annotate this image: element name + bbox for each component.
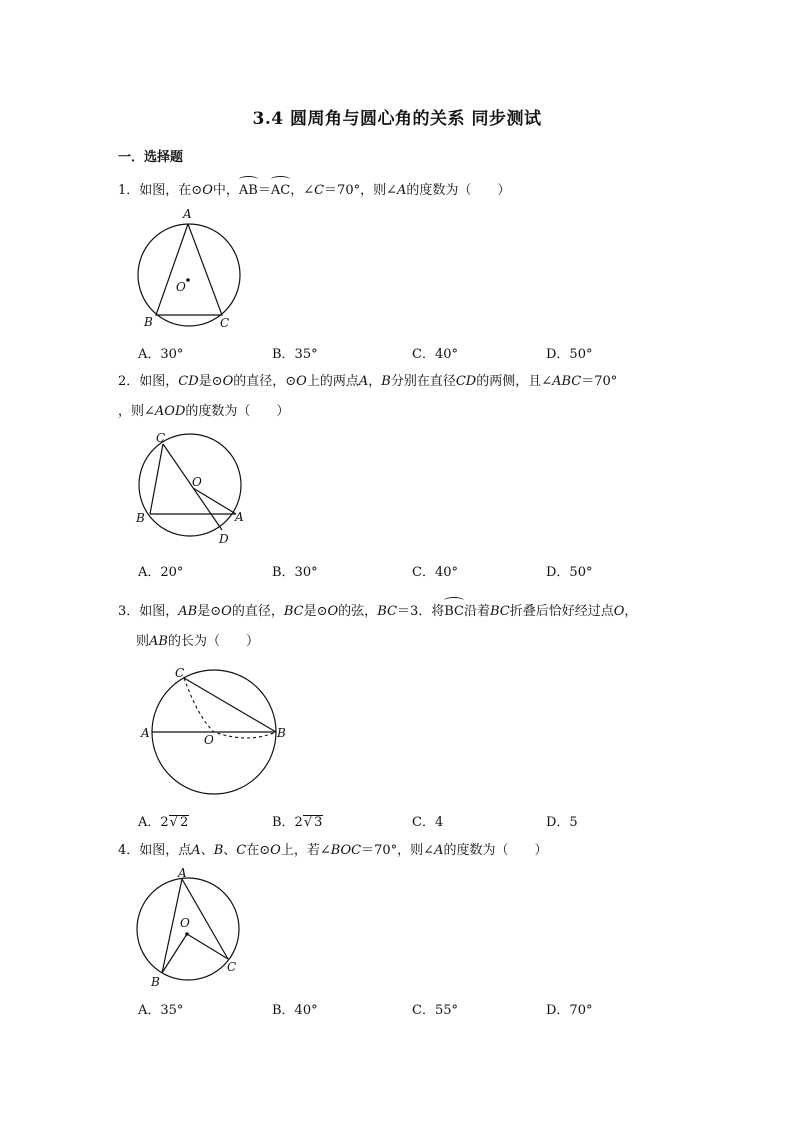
option-a[interactable]: A．20°: [138, 565, 184, 580]
sqrt-symbol: √: [169, 815, 178, 830]
folded-arc: [184, 678, 276, 738]
question-4-options: [138, 999, 658, 1019]
label-d: D: [219, 532, 229, 546]
center-point: [185, 932, 189, 936]
question-1-options: [138, 343, 658, 363]
label-b: B: [151, 975, 160, 989]
chord-bc: [184, 678, 276, 732]
question-number: 2．: [118, 374, 140, 389]
center-point: [186, 278, 190, 282]
question-3-options: [138, 811, 658, 831]
option-c[interactable]: C．40°: [412, 347, 458, 362]
arc-bc: BC: [444, 601, 464, 623]
label-a: A: [235, 510, 244, 524]
question-2-text-line-2: ，则∠AOD的度数为（ ）: [118, 404, 290, 419]
label-b: B: [277, 726, 286, 740]
label-c: C: [227, 960, 237, 974]
question-2-text-line-1: 2．如图，CD是⊙O的直径，⊙O上的两点A，B分别在直径CD的两侧，且∠ABC＝70°: [118, 374, 618, 389]
option-a[interactable]: A．2√ 2: [138, 815, 189, 830]
section-heading: 一．选择题: [118, 150, 184, 165]
option-c[interactable]: C．4: [412, 815, 444, 830]
option-b[interactable]: B．40°: [272, 1003, 318, 1018]
circle-o: [139, 434, 241, 536]
label-o: O: [180, 916, 190, 930]
label-a: A: [141, 726, 150, 740]
label-c: C: [175, 666, 185, 680]
question-3-figure: [138, 662, 293, 802]
option-b[interactable]: B．30°: [272, 565, 318, 580]
question-number: 3．: [118, 604, 140, 619]
option-a[interactable]: A．35°: [138, 1003, 184, 1018]
question-2-figure: [130, 430, 260, 550]
arc-ab: AB: [239, 180, 258, 202]
question-1-text: 1．如图，在⊙O中，AB＝AC，∠C＝70°，则∠A的度数为（ ）: [118, 180, 510, 202]
option-d[interactable]: D．70°: [546, 1003, 593, 1018]
label-c: C: [156, 431, 166, 445]
label-o: O: [192, 475, 202, 489]
radius-oc: [187, 934, 228, 959]
label-b: B: [144, 315, 153, 329]
label-o: O: [204, 733, 214, 747]
arc-ac: AC: [271, 180, 290, 202]
segment-oa: [193, 488, 236, 514]
option-c[interactable]: C．55°: [412, 1003, 458, 1018]
chord-bc: [150, 444, 163, 514]
label-b: B: [136, 511, 145, 525]
question-1-figure: [130, 205, 250, 335]
page-title: 3.4 圆周角与圆心角的关系 同步测试: [252, 109, 542, 129]
triangle-abc: [156, 224, 222, 315]
circle-o: [138, 224, 240, 326]
question-3-text-line-2: 则AB的长为（ ）: [136, 634, 259, 649]
label-a: A: [178, 866, 187, 880]
option-b[interactable]: B．35°: [272, 347, 318, 362]
question-2-options: [138, 561, 658, 581]
option-b[interactable]: B．2√ 3: [272, 815, 323, 830]
question-3-text-line-1: 3．如图，AB是⊙O的直径，BC是⊙O的弦，BC＝3．将BC沿着BC折叠后恰好经过点O，: [118, 601, 637, 623]
sqrt-symbol: √: [303, 815, 313, 830]
option-d[interactable]: D．50°: [546, 347, 593, 362]
option-a[interactable]: A．30°: [138, 347, 184, 362]
label-o: O: [176, 280, 186, 294]
option-c[interactable]: C．40°: [412, 565, 458, 580]
label-a: A: [183, 207, 192, 221]
label-c: C: [220, 316, 230, 330]
chord-ab: [162, 879, 182, 973]
question-4-text: 4．如图，点A、B、C在⊙O上，若∠BOC＝70°，则∠A的度数为（ ）: [118, 843, 548, 858]
question-number: 1．: [118, 183, 140, 198]
question-number: 4．: [118, 843, 140, 858]
option-d[interactable]: D．5: [546, 815, 578, 830]
option-d[interactable]: D．50°: [546, 565, 593, 580]
question-4-figure: [130, 865, 250, 995]
